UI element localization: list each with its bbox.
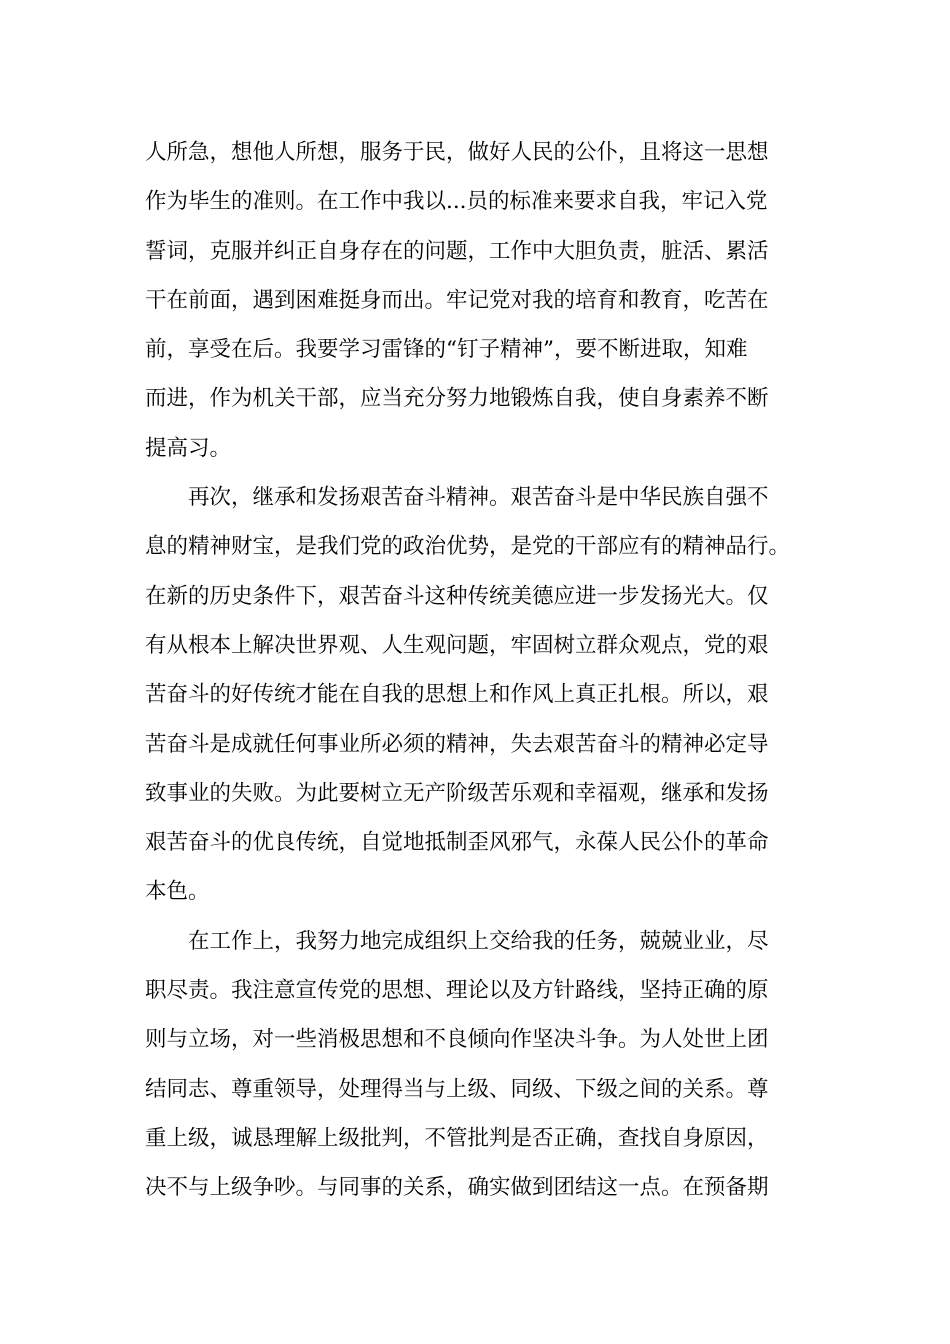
text-line: 苦奋斗是成就任何事业所必须的精神，失去艰苦奋斗的精神必定导	[145, 731, 769, 757]
text-line: 苦奋斗的好传统才能在自我的思想上和作风上真正扎根。所以，艰	[145, 682, 769, 708]
text-line: 息的精神财宝，是我们党的政治优势，是党的干部应有的精神品行。	[145, 534, 791, 560]
text-line: 本色。	[145, 879, 210, 905]
text-line: 则与立场，对一些消极思想和不良倾向作坚决斗争。为人处世上团	[145, 1027, 769, 1053]
text-line: 艰苦奋斗的优良传统，自觉地抵制歪风邪气，永葆人民公仆的革命	[145, 830, 769, 856]
text-line: 决不与上级争吵。与同事的关系，确实做到团结这一点。在预备期	[145, 1175, 769, 1201]
text-line: 致事业的失败。为此要树立无产阶级苦乐观和幸福观，继承和发扬	[145, 780, 769, 806]
text-line: 在新的历史条件下，艰苦奋斗这种传统美德应进一步发扬光大。仅	[145, 583, 769, 609]
paragraph-start-line: 再次，继承和发扬艰苦奋斗精神。艰苦奋斗是中华民族自强不	[188, 485, 769, 511]
text-line: 职尽责。我注意宣传党的思想、理论以及方针路线，坚持正确的原	[145, 978, 769, 1004]
paragraph-start-line: 在工作上，我努力地完成组织上交给我的任务，兢兢业业，尽	[188, 928, 769, 954]
document-body	[145, 128, 815, 1213]
text-line: 人所急，想他人所想，服务于民，做好人民的公仆，且将这一思想	[145, 140, 769, 165]
text-line: 而进，作为机关干部，应当充分努力地锻炼自我，使自身素养不断	[145, 386, 769, 412]
text-line: 誓词，克服并纠正自身存在的问题，工作中大胆负责，脏活、累活	[145, 238, 769, 264]
text-line: 有从根本上解决世界观、人生观问题，牢固树立群众观点，党的艰	[145, 632, 769, 658]
text-line: 提高习。	[145, 435, 232, 461]
text-line: 干在前面，遇到困难挺身而出。牢记党对我的培育和教育，吃苦在	[145, 287, 769, 313]
text-line: 结同志、尊重领导，处理得当与上级、同级、下级之间的关系。尊	[145, 1076, 769, 1102]
text-line: 重上级，诚恳理解上级批判，不管批判是否正确，查找自身原因，	[145, 1125, 769, 1151]
text-line: 前，享受在后。我要学习雷锋的“钉子精神”，要不断进取，知难	[145, 337, 748, 363]
text-line: 作为毕生的准则。在工作中我以...员的标准来要求自我，牢记入党	[145, 189, 768, 215]
